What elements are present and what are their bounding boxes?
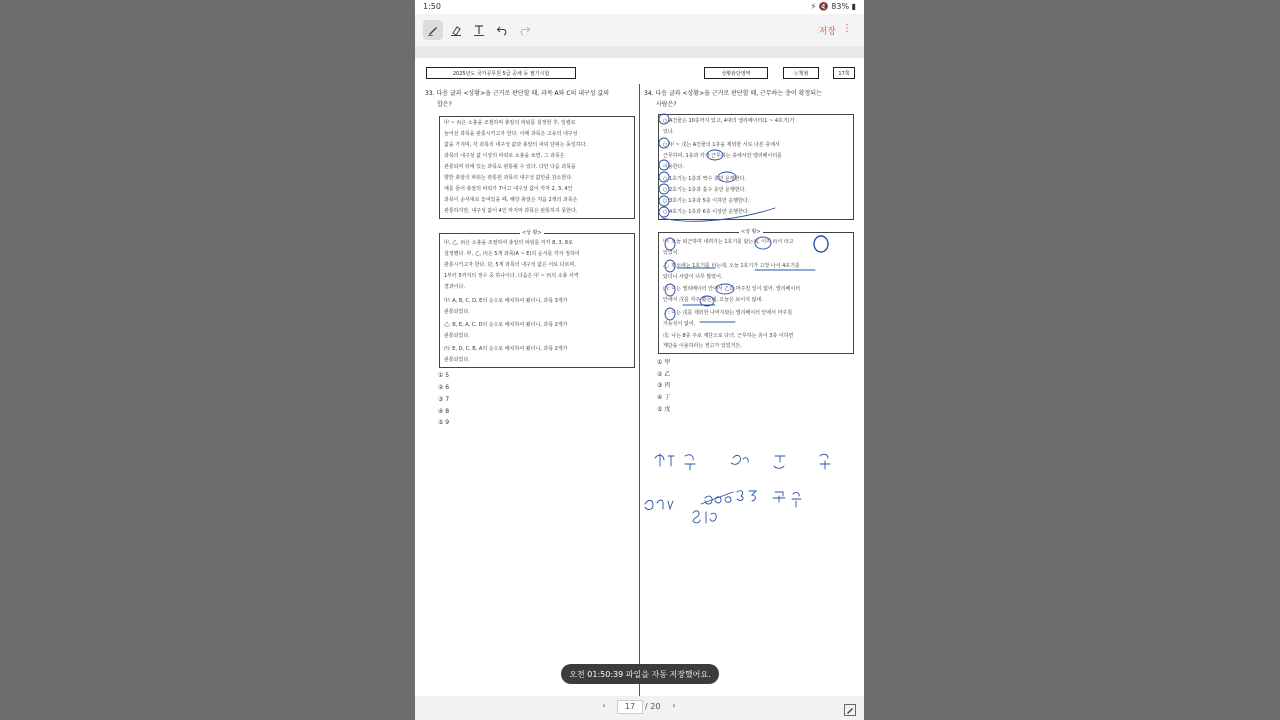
q33-situation-line: 甲: A, B, C, D, E의 순으로 배치하여 쐈더니, 과목 3개가	[444, 298, 568, 304]
annotation-circle	[665, 308, 675, 320]
q34-passage-line: 있다.	[663, 129, 675, 135]
annotation-stroke	[662, 208, 775, 221]
annotation-circle	[814, 236, 828, 252]
q33-prompt-line1: 다음 글과 <상황>을 근거로 판단할 때, 과목 A와 C의 내구성 값의	[436, 90, 610, 97]
annotation-underline	[677, 268, 815, 322]
subject-label: 상황판단영역	[721, 70, 751, 77]
q34-situation-line: 乙: 평소에는 1호기를 타는데, 오늘 1호기가 고장 나서 4호기를	[663, 263, 800, 269]
q33-number: 33.	[425, 90, 435, 97]
q34-situation-line: 甲: 오늘 퇴근하며 내려가는 1호기를 탔는데, 이미 丙이 타고	[663, 239, 794, 245]
annotation-circle	[659, 172, 669, 182]
redo-button[interactable]	[515, 20, 535, 40]
q34-number: 34.	[644, 90, 654, 97]
handwriting-stroke	[773, 492, 785, 502]
q34-situation-line: 丙: 나는 엘리베이터 안에서 乙과 마주친 일이 없어. 엘리베이터	[663, 286, 801, 292]
annotation-circle	[707, 150, 723, 160]
text-icon	[473, 24, 485, 36]
annotation-circle	[665, 238, 675, 250]
annotation-circle	[718, 172, 736, 182]
q33-passage-line: 甲 ~ 丙은 소총을 조절하며 총알의 파워를 설정한 후, 일렬로	[444, 120, 576, 126]
q34-situation-line: 탔더니 사람이 너무 많았어.	[663, 274, 723, 280]
q33-situation-line: 관통되었다.	[444, 309, 470, 315]
q34-passage-line: ○ A건물은 10층까지 있고, 4대의 엘리베이터(1 ~ 4호기)가	[663, 118, 795, 124]
q33-option-5[interactable]: ⑤ 9	[438, 419, 450, 426]
q34-prompt-line1: 다음 글과 <상황>을 근거로 판단할 때, 근무하는 층이 확정되는	[655, 90, 822, 97]
q34-situation-line: 있었어.	[663, 250, 680, 256]
autosave-toast: 오전 01:50:39 파일을 자동 저장했어요.	[561, 664, 719, 684]
q33-situation-line: 丙: E, D, C, B, A의 순으로 배치하여 쐈더니, 과목 2개가	[444, 346, 568, 352]
handwriting-stroke	[655, 454, 674, 466]
q33-situation-line: 관통되었다.	[444, 333, 470, 339]
save-button[interactable]: 저장	[818, 27, 836, 37]
q34-situation-label: <상 황>	[741, 229, 761, 235]
q33-passage-line: 관통되며 뒤에 있는 과목도 관통될 수 있다. 다만 다음 과목을	[444, 164, 576, 170]
annotation-circle	[716, 284, 734, 294]
next-page-icon[interactable]: ›	[672, 701, 676, 710]
q33-passage-line: 늘어선 과목을 관통시키고자 한다. 이때 과목은 고유의 내구성	[444, 131, 578, 137]
handwriting-stroke	[645, 500, 673, 509]
handwriting-stroke	[693, 511, 716, 523]
q34-option-3[interactable]: ③ 丙	[657, 382, 671, 389]
handwriting-stroke	[731, 455, 748, 464]
q33-situation-line: 관통시키고자 한다. 단, 5개 과목의 내구성 값은 서로 다르며,	[444, 262, 576, 268]
handwriting-stroke	[685, 455, 695, 470]
q33-passage-line: 과목의 내구성 값 이상의 파워로 소총을 쏘면, 그 과목은	[444, 153, 565, 159]
q34-option-4[interactable]: ④ 丁	[657, 394, 671, 401]
annotation-circle	[659, 207, 669, 217]
annotation-circle	[659, 196, 669, 206]
bottom-bar	[415, 696, 864, 720]
q33-prompt-line2: 합은?	[437, 101, 452, 108]
q34-passage-line: 이용한다.	[663, 164, 684, 170]
q33-option-2[interactable]: ② 6	[438, 384, 450, 391]
handwriting-stroke	[820, 454, 830, 469]
q33-situation-line: 설정했다. 甲, 乙, 丙은 5개 과목(A ~ E)의 순서를 각자 정하여	[444, 251, 580, 257]
redo-icon	[519, 24, 531, 36]
pen-tool-button[interactable]	[423, 20, 443, 40]
q33-situation-line: 乙: B, E, A, C, D의 순으로 배치하여 쐈더니, 과목 2개가	[444, 322, 568, 328]
annotation-circle	[659, 114, 669, 124]
handwriting-stroke	[792, 493, 801, 507]
annotation-circle	[659, 138, 669, 148]
status-bar	[415, 0, 864, 14]
q34-option-1[interactable]: ① 甲	[657, 359, 671, 366]
q34-prompt-line2: 사람은?	[656, 101, 677, 108]
mute-icon: 🔇	[818, 2, 829, 11]
q34-passage-line: ○ 3호기는 1층과 5층 이하만 운행한다.	[663, 198, 750, 204]
q34-situation-line: 가능성이 없어.	[663, 321, 696, 327]
prev-page-icon[interactable]: ‹	[602, 701, 606, 710]
text-tool-button[interactable]	[469, 20, 489, 40]
handwriting-stroke	[774, 456, 785, 468]
q34-passage-line: ○ 1호기는 1층과 짝수 층만 운행한다.	[663, 176, 747, 182]
tablet-screen	[415, 0, 864, 720]
q33-situation-line: 관통되었다.	[444, 357, 470, 363]
exam-title: 2025년도 국가공무원 5급 공채 등 필기시험	[452, 70, 550, 77]
q34-passage-line: ○ 4호기는 1층과 6층 이상만 운행한다.	[663, 209, 750, 215]
edit-pen-icon	[844, 704, 856, 716]
edit-mode-button[interactable]	[844, 701, 856, 713]
q33-passage-line: 과목이 순서대로 놓여있을 때, 해당 총알은 처음 2개의 과목은	[444, 197, 578, 203]
pen-icon	[427, 24, 439, 36]
q34-passage-line: ○ 甲 ~ 戊는 A건물의 1층을 제외한 서로 다른 층에서	[663, 142, 780, 148]
status-time: 1:50	[423, 2, 441, 11]
booklet-label: ⓐ책형	[793, 70, 809, 77]
page-number-label: 17쪽	[838, 70, 850, 77]
pen-annotations	[415, 58, 864, 696]
exam-page[interactable]	[415, 58, 864, 696]
undo-button[interactable]	[492, 20, 512, 40]
q33-passage-line: 관통하지만, 내구성 값이 4인 마지막 과목은 관통하지 못한다.	[444, 208, 578, 214]
status-right	[811, 2, 856, 11]
signal-icon: ⚡	[810, 2, 817, 11]
q33-situation-line: 결과이다.	[444, 284, 465, 290]
annotation-circle	[665, 284, 675, 296]
q34-situation-line: 계단을 이용하라는 권고가 있었거든.	[663, 343, 742, 349]
q33-passage-line: 예를 들어 총알의 파워가 7이고 내구성 값이 각각 2, 3, 4인	[444, 186, 573, 192]
q34-passage-line: 근무하며, 1층과 각자 근무하는 층에서만 엘리베이터를	[663, 153, 782, 159]
battery-level: 83%	[831, 2, 850, 11]
q33-passage-line: 값을 가지며, 각 과목의 내구성 값과 총알의 파워 단위는 동일하다.	[444, 142, 588, 148]
battery-icon: ▮	[851, 2, 856, 11]
q34-situation-line: 戊: 나는 8층 주로 계단으로 다녀. 근무하는 층이 3층 이하면	[663, 333, 794, 339]
q33-option-4[interactable]: ④ 8	[438, 408, 450, 415]
q33-passage-line: 향한 총알의 파워는 관통된 과목의 내구성 값만큼 감소한다.	[444, 175, 573, 181]
annotation-circle	[700, 296, 714, 306]
q33-situation-line: 1부터 5까지의 정수 중 하나이다. 다음은 甲 ~ 丙의 소총 사격	[444, 273, 579, 279]
q33-option-1[interactable]: ① 5	[438, 372, 450, 379]
annotation-circle	[659, 160, 669, 170]
eraser-icon	[450, 24, 462, 36]
page-gap	[415, 46, 864, 58]
handwriting-stroke	[701, 492, 733, 504]
annotation-circle	[665, 260, 675, 272]
annotation-circle	[659, 184, 669, 194]
q33-situation-label: <상 황>	[522, 230, 542, 236]
more-options-button[interactable]: ⋮	[842, 23, 852, 34]
q34-situation-line: 丁: 나는 戊를 제외한 나머지와는 엘리베이터 안에서 마주칠	[663, 310, 793, 316]
q34-option-5[interactable]: ⑤ 戊	[657, 406, 671, 413]
q33-option-3[interactable]: ③ 7	[438, 396, 450, 403]
undo-icon	[496, 24, 508, 36]
q34-passage-line: ○ 2호기는 1층과 홀수 층만 운행한다.	[663, 187, 747, 193]
handwriting-stroke	[737, 491, 756, 501]
eraser-tool-button[interactable]	[446, 20, 466, 40]
q34-situation-line: 안에서 戊를 자주 봤는데, 오늘은 보이지 않네.	[663, 297, 763, 303]
total-pages: / 20	[645, 702, 661, 711]
q34-option-2[interactable]: ② 乙	[657, 371, 671, 378]
current-page-input[interactable]: 17	[617, 700, 643, 714]
page-navigator	[595, 699, 685, 717]
annotation-toolbar	[415, 14, 864, 46]
annotation-circle	[755, 237, 771, 249]
q33-situation-line: 甲, 乙, 丙은 소총을 조절하여 총알의 파워를 각각 8, 3, 8로	[444, 240, 573, 246]
